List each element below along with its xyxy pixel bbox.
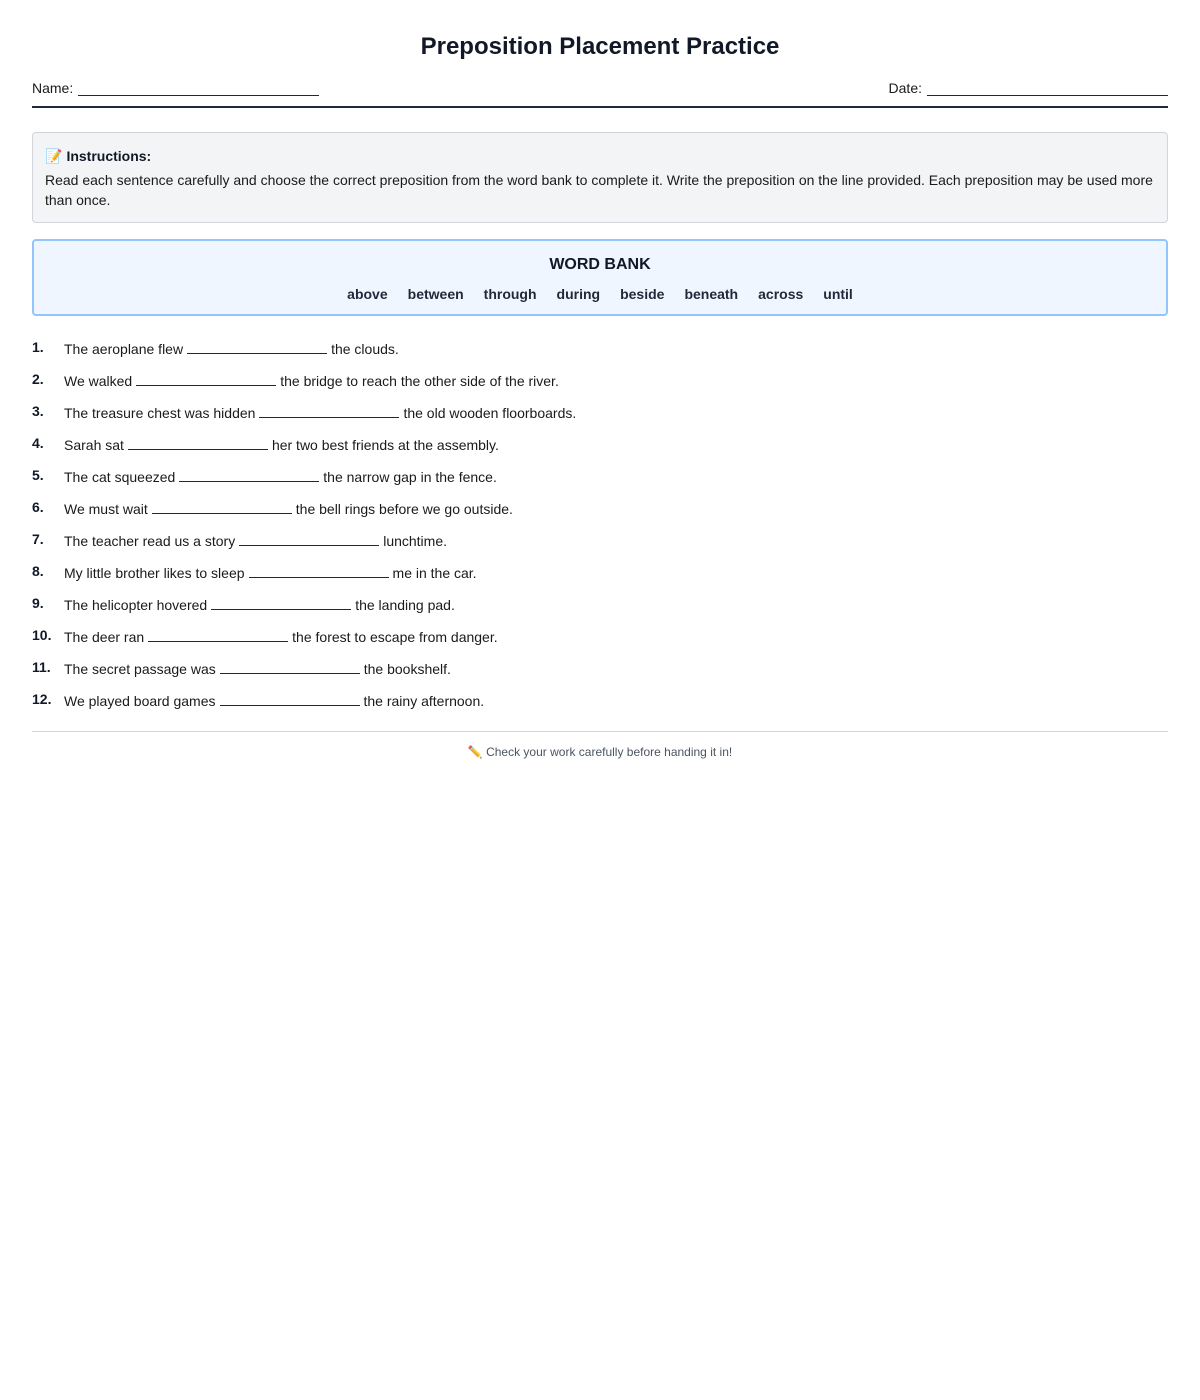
answer-blank[interactable] xyxy=(148,625,288,642)
header-fields xyxy=(32,80,1168,108)
footer-divider xyxy=(32,731,1168,732)
sentence-start: We must wait xyxy=(64,501,148,517)
sentence-start: The treasure chest was hidden xyxy=(64,405,256,421)
sentence-end: the bell rings before we go outside. xyxy=(295,501,513,517)
question-sentence xyxy=(64,401,576,423)
word-bank-word: beneath xyxy=(684,286,739,302)
question-sentence xyxy=(64,433,499,455)
answer-blank[interactable] xyxy=(220,657,360,674)
sentence-end: the narrow gap in the fence. xyxy=(323,469,497,485)
word-bank-title: WORD BANK xyxy=(549,256,651,273)
question-sentence xyxy=(64,465,497,487)
answer-blank[interactable] xyxy=(220,689,360,706)
answer-blank[interactable] xyxy=(128,433,268,450)
sentence-start: We played board games xyxy=(64,693,216,709)
question-sentence xyxy=(64,337,399,359)
date-field xyxy=(889,80,1168,96)
sentence-end: the rainy afternoon. xyxy=(363,693,485,709)
question-item xyxy=(32,688,1168,720)
answer-blank[interactable] xyxy=(239,529,379,546)
memo-pencil-icon: 📝 xyxy=(45,148,63,164)
word-bank-word: across xyxy=(758,286,804,302)
sentence-start: The aeroplane flew xyxy=(64,341,184,357)
question-item xyxy=(32,432,1168,464)
question-item xyxy=(32,400,1168,432)
sentence-start: The cat squeezed xyxy=(64,469,176,485)
footer-text: Check your work carefully before handing it in! xyxy=(486,745,733,759)
answer-blank[interactable] xyxy=(259,401,399,418)
instructions-box xyxy=(32,132,1168,223)
question-item xyxy=(32,656,1168,688)
question-number: 2. xyxy=(32,371,44,387)
word-bank-list xyxy=(34,286,1166,302)
question-sentence xyxy=(64,369,559,391)
sentence-end: the landing pad. xyxy=(355,597,455,613)
instructions-heading xyxy=(45,146,1155,166)
name-field xyxy=(32,80,319,96)
word-bank-word: above xyxy=(347,286,388,302)
question-sentence xyxy=(64,561,477,583)
question-item xyxy=(32,592,1168,624)
question-item xyxy=(32,496,1168,528)
sentence-end: the bridge to reach the other side of the river. xyxy=(280,373,559,389)
name-label: Name: xyxy=(32,80,74,96)
sentence-end: me in the car. xyxy=(392,565,477,581)
date-line[interactable] xyxy=(927,81,1168,96)
answer-blank[interactable] xyxy=(136,369,276,386)
instructions-heading-text: Instructions: xyxy=(66,148,152,164)
question-item xyxy=(32,624,1168,656)
sentence-start: The secret passage was xyxy=(64,661,216,677)
answer-blank[interactable] xyxy=(211,593,351,610)
question-number: 6. xyxy=(32,499,44,515)
question-number: 4. xyxy=(32,435,44,451)
sentence-end: the clouds. xyxy=(331,341,399,357)
question-sentence xyxy=(64,657,451,679)
sentence-end: the old wooden floorboards. xyxy=(403,405,577,421)
question-number: 12. xyxy=(32,691,52,707)
question-number: 11. xyxy=(32,659,51,675)
sentence-start: The teacher read us a story xyxy=(64,533,236,549)
question-number: 10. xyxy=(32,627,52,643)
word-bank-word: through xyxy=(483,286,537,302)
question-item xyxy=(32,368,1168,400)
word-bank-word: during xyxy=(556,286,601,302)
instructions-text: Read each sentence carefully and choose the correct preposition from the word bank to complete it. Write the preposition on the line provided. Each preposition may be used more than once. xyxy=(45,172,1153,208)
question-sentence xyxy=(64,625,498,647)
word-bank-word: beside xyxy=(620,286,665,302)
question-sentence xyxy=(64,593,455,615)
question-number: 7. xyxy=(32,531,44,547)
sentence-start: The helicopter hovered xyxy=(64,597,208,613)
footer-note xyxy=(32,745,1168,759)
question-item xyxy=(32,528,1168,560)
question-number: 1. xyxy=(32,339,44,355)
question-item xyxy=(32,464,1168,496)
question-list xyxy=(32,336,1168,720)
word-bank-word: between xyxy=(407,286,464,302)
sentence-start: The deer ran xyxy=(64,629,145,645)
name-line[interactable] xyxy=(78,81,319,96)
sentence-end: lunchtime. xyxy=(383,533,448,549)
word-bank xyxy=(32,239,1168,316)
question-number: 3. xyxy=(32,403,44,419)
sentence-end: her two best friends at the assembly. xyxy=(271,437,499,453)
question-item xyxy=(32,336,1168,368)
question-sentence xyxy=(64,529,447,551)
question-number: 5. xyxy=(32,467,44,483)
sentence-start: We walked xyxy=(64,373,133,389)
date-label: Date: xyxy=(888,80,922,96)
page-title: Preposition Placement Practice xyxy=(420,33,780,60)
question-item xyxy=(32,560,1168,592)
answer-blank[interactable] xyxy=(179,465,319,482)
word-bank-word: until xyxy=(823,286,853,302)
question-number: 8. xyxy=(32,563,44,579)
sentence-start: My little brother likes to sleep xyxy=(64,565,245,581)
answer-blank[interactable] xyxy=(152,497,292,514)
pencil-icon: ✏️ xyxy=(467,745,483,759)
question-sentence xyxy=(64,689,484,711)
sentence-end: the forest to escape from danger. xyxy=(292,629,498,645)
sentence-end: the bookshelf. xyxy=(363,661,451,677)
answer-blank[interactable] xyxy=(249,561,389,578)
question-number: 9. xyxy=(32,595,44,611)
answer-blank[interactable] xyxy=(187,337,327,354)
question-sentence xyxy=(64,497,513,519)
sentence-start: Sarah sat xyxy=(64,437,124,453)
